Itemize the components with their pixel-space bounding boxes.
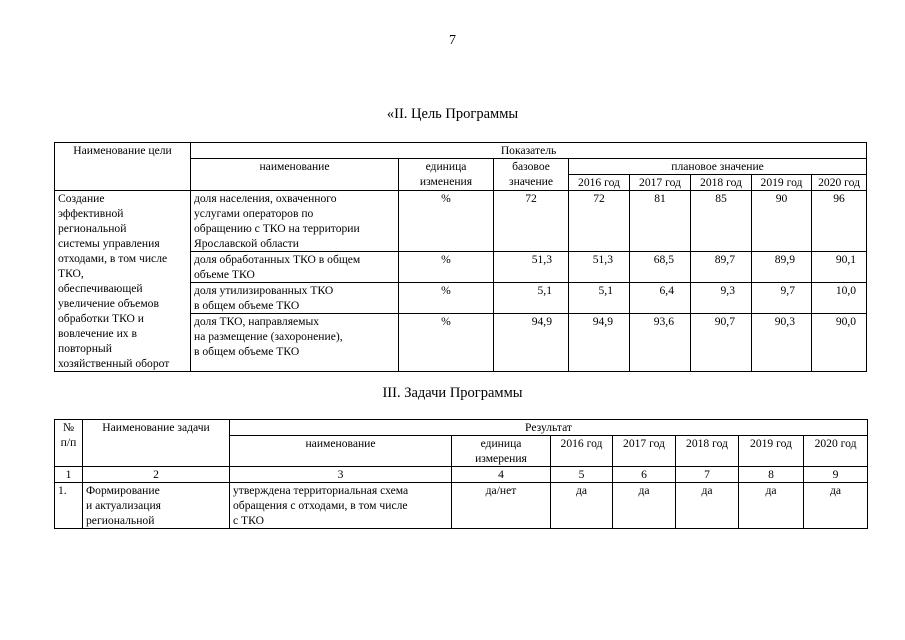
result-name: утверждена территориальная схема обращения с отходами, в том числе с ТКО xyxy=(230,483,452,529)
base-value-cell: 94,9 xyxy=(494,314,569,372)
goal-name-header: Наименование цели xyxy=(55,143,191,191)
unit-cell: % xyxy=(399,283,494,314)
value-cell: 90 xyxy=(752,191,812,252)
value-cell: 9,3 xyxy=(691,283,752,314)
column-number: 3 xyxy=(230,467,452,483)
value-cell: 68,5 xyxy=(630,252,691,283)
section-3-title: III. Задачи Программы xyxy=(382,385,523,401)
base-value-header: базовое значение xyxy=(494,159,569,191)
goal-text: Создание эффективной региональной системы управления отходами, в том числе ТКО, обеспечивающей увеличение объемов обработки ТКО и вовлечение их в повторный хозяйственный оборот xyxy=(55,191,191,372)
base-value-cell: 5,1 xyxy=(494,283,569,314)
column-number: 5 xyxy=(551,467,613,483)
unit-cell: да/нет xyxy=(452,483,551,529)
value-cell: 93,6 xyxy=(630,314,691,372)
value-cell: 94,9 xyxy=(569,314,630,372)
value-cell: 9,7 xyxy=(752,283,812,314)
unit-cell: % xyxy=(399,252,494,283)
value-cell: 89,9 xyxy=(752,252,812,283)
year-header: 2019 год xyxy=(752,175,812,191)
indicator-name: доля обработанных ТКО в общем объеме ТКО xyxy=(191,252,399,283)
column-number: 1 xyxy=(55,467,83,483)
row-number: 1. xyxy=(55,483,83,529)
value-cell: да xyxy=(551,483,613,529)
column-number: 6 xyxy=(613,467,676,483)
year-header: 2017 год xyxy=(613,436,676,467)
base-value-cell: 72 xyxy=(494,191,569,252)
year-header: 2017 год xyxy=(630,175,691,191)
indicator-name: доля утилизированных ТКО в общем объеме ТКО xyxy=(191,283,399,314)
indicator-header: Показатель xyxy=(191,143,867,159)
year-header: 2020 год xyxy=(804,436,868,467)
page-number: 7 xyxy=(449,33,456,48)
column-number: 8 xyxy=(739,467,804,483)
unit-cell: % xyxy=(399,314,494,372)
value-cell: 6,4 xyxy=(630,283,691,314)
value-cell: 5,1 xyxy=(569,283,630,314)
value-cell: 72 xyxy=(569,191,630,252)
value-cell: 10,0 xyxy=(812,283,867,314)
value-cell: да xyxy=(804,483,868,529)
value-cell: да xyxy=(739,483,804,529)
indicator-name: доля населения, охваченного услугами операторов по обращению с ТКО на территории Ярославской области xyxy=(191,191,399,252)
column-number: 7 xyxy=(676,467,739,483)
year-header: 2019 год xyxy=(739,436,804,467)
value-cell: да xyxy=(676,483,739,529)
value-cell: 96 xyxy=(812,191,867,252)
table-row xyxy=(55,483,868,529)
year-header: 2018 год xyxy=(676,436,739,467)
goals-table xyxy=(54,142,867,372)
value-cell: 90,7 xyxy=(691,314,752,372)
tasks-table xyxy=(54,419,868,529)
value-cell: да xyxy=(613,483,676,529)
result-name-header: наименование xyxy=(230,436,452,467)
year-header: 2016 год xyxy=(569,175,630,191)
value-cell: 81 xyxy=(630,191,691,252)
num-header: № п/п xyxy=(55,420,83,467)
indicator-name-header: наименование xyxy=(191,159,399,191)
year-header: 2016 год xyxy=(551,436,613,467)
column-number: 2 xyxy=(83,467,230,483)
value-cell: 90,3 xyxy=(752,314,812,372)
result-header: Результат xyxy=(230,420,868,436)
year-header: 2018 год xyxy=(691,175,752,191)
unit-cell: % xyxy=(399,191,494,252)
value-cell: 89,7 xyxy=(691,252,752,283)
column-number: 4 xyxy=(452,467,551,483)
base-value-cell: 51,3 xyxy=(494,252,569,283)
value-cell: 90,0 xyxy=(812,314,867,372)
year-header: 2020 год xyxy=(812,175,867,191)
unit-header: единица измерения xyxy=(452,436,551,467)
column-number: 9 xyxy=(804,467,868,483)
value-cell: 85 xyxy=(691,191,752,252)
table-row xyxy=(55,191,867,252)
column-numbers-row xyxy=(55,467,868,483)
indicator-name: доля ТКО, направляемых на размещение (захоронение), в общем объеме ТКО xyxy=(191,314,399,372)
task-name-header: Наименование задачи xyxy=(83,420,230,467)
planned-value-header: плановое значение xyxy=(569,159,867,175)
value-cell: 90,1 xyxy=(812,252,867,283)
task-name: Формирование и актуализация региональной xyxy=(83,483,230,529)
section-2-title: «II. Цель Программы xyxy=(386,106,519,122)
value-cell: 51,3 xyxy=(569,252,630,283)
unit-header: единица изменения xyxy=(399,159,494,191)
